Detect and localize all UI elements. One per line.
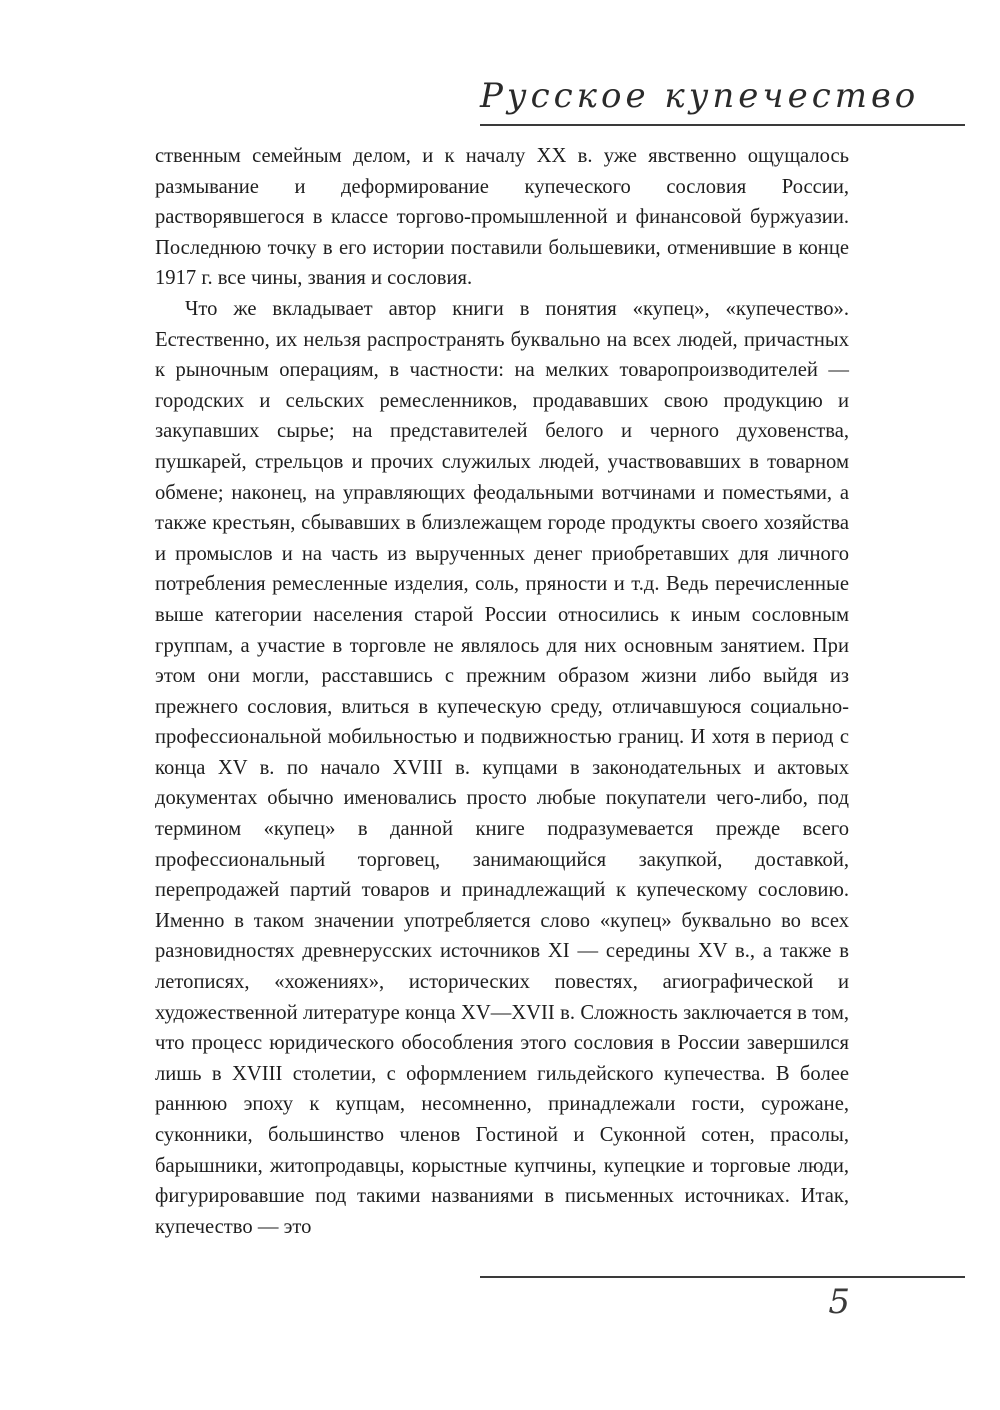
page-number: 5 [828, 1282, 850, 1322]
paragraph-continued: ственным семейным делом, и к началу XX в. уже явственно ощущалось размывание и деформирование купеческого сословия России, растворявшегося в классе торгово-промышленной и финансовой буржуазии. Последнюю точку в его истории поставили большевики, отменившие в конце 1917 г. все чины, звания и сословия. [155, 145, 849, 290]
paragraph-main: Что же вкладывает автор книги в понятия «купец», «купечество». Естественно, их нельзя распространять буквально на всех людей, причастных к рыночным операциям, в частности: на мелких товаропроизводителей — городских и сельских ремесленников, продававших свою продукцию и закупавших сырье; на представителей белого и черного духовенства, пушкарей, стрельцов и прочих служилых людей, участвовавших в товарном обмене; наконец, на управляющих феодальными вотчинами и поместьями, а также крестьян, сбывавших в близлежащем городе продукты своего хозяйства и промыслов и на часть из вырученных денег приобретавших для личного потребления ремесленные изделия, соль, пряности и т.д. Ведь перечисленные выше категории населения старой России относились к иным сословным группам, а участие в торговле не являлось для них основным занятием. При этом они могли, расставшись с прежним образом жизни либо выйдя из прежнего сословия, влиться в купеческую среду, отличавшуюся социально-профессиональной мобильностью и подвижностью границ. И хотя в период с конца XV в. по начало XVIII в. купцами в законодательных и актовых документах обычно именовались просто любые покупатели чего-либо, под термином «купец» в данной книге подразумевается прежде всего профессиональный торговец, занимающийся закупкой, доставкой, перепродажей партий товаров и принадлежащий к купеческому сословию. Именно в таком значении употребляется слово «купец» буквально во всех разновидностях древнерусских источников XI — середины XV в., а также в летописях, «хожениях», исторических повестях, агиографической и художественной литературе конца XV—XVII в. Сложность заключается в том, что процесс юридического обособления этого сословия в России завершился лишь в XVIII столетии, с оформлением гильдейского купечества. В более раннюю эпоху к купцам, несомненно, принадлежали гости, сурожане, суконники, большинство членов Гостиной и Суконной сотен, прасолы, барышники, житопродавцы, корыстные купчины, купецкие и торговые люди, фигурировавшие под такими названиями в письменных источниках. Итак, купечество — это [155, 297, 849, 1238]
header-rule [480, 124, 965, 126]
footer-rule [480, 1276, 965, 1278]
body-text [155, 141, 849, 1242]
running-head-title: Русское купечество [480, 76, 920, 116]
